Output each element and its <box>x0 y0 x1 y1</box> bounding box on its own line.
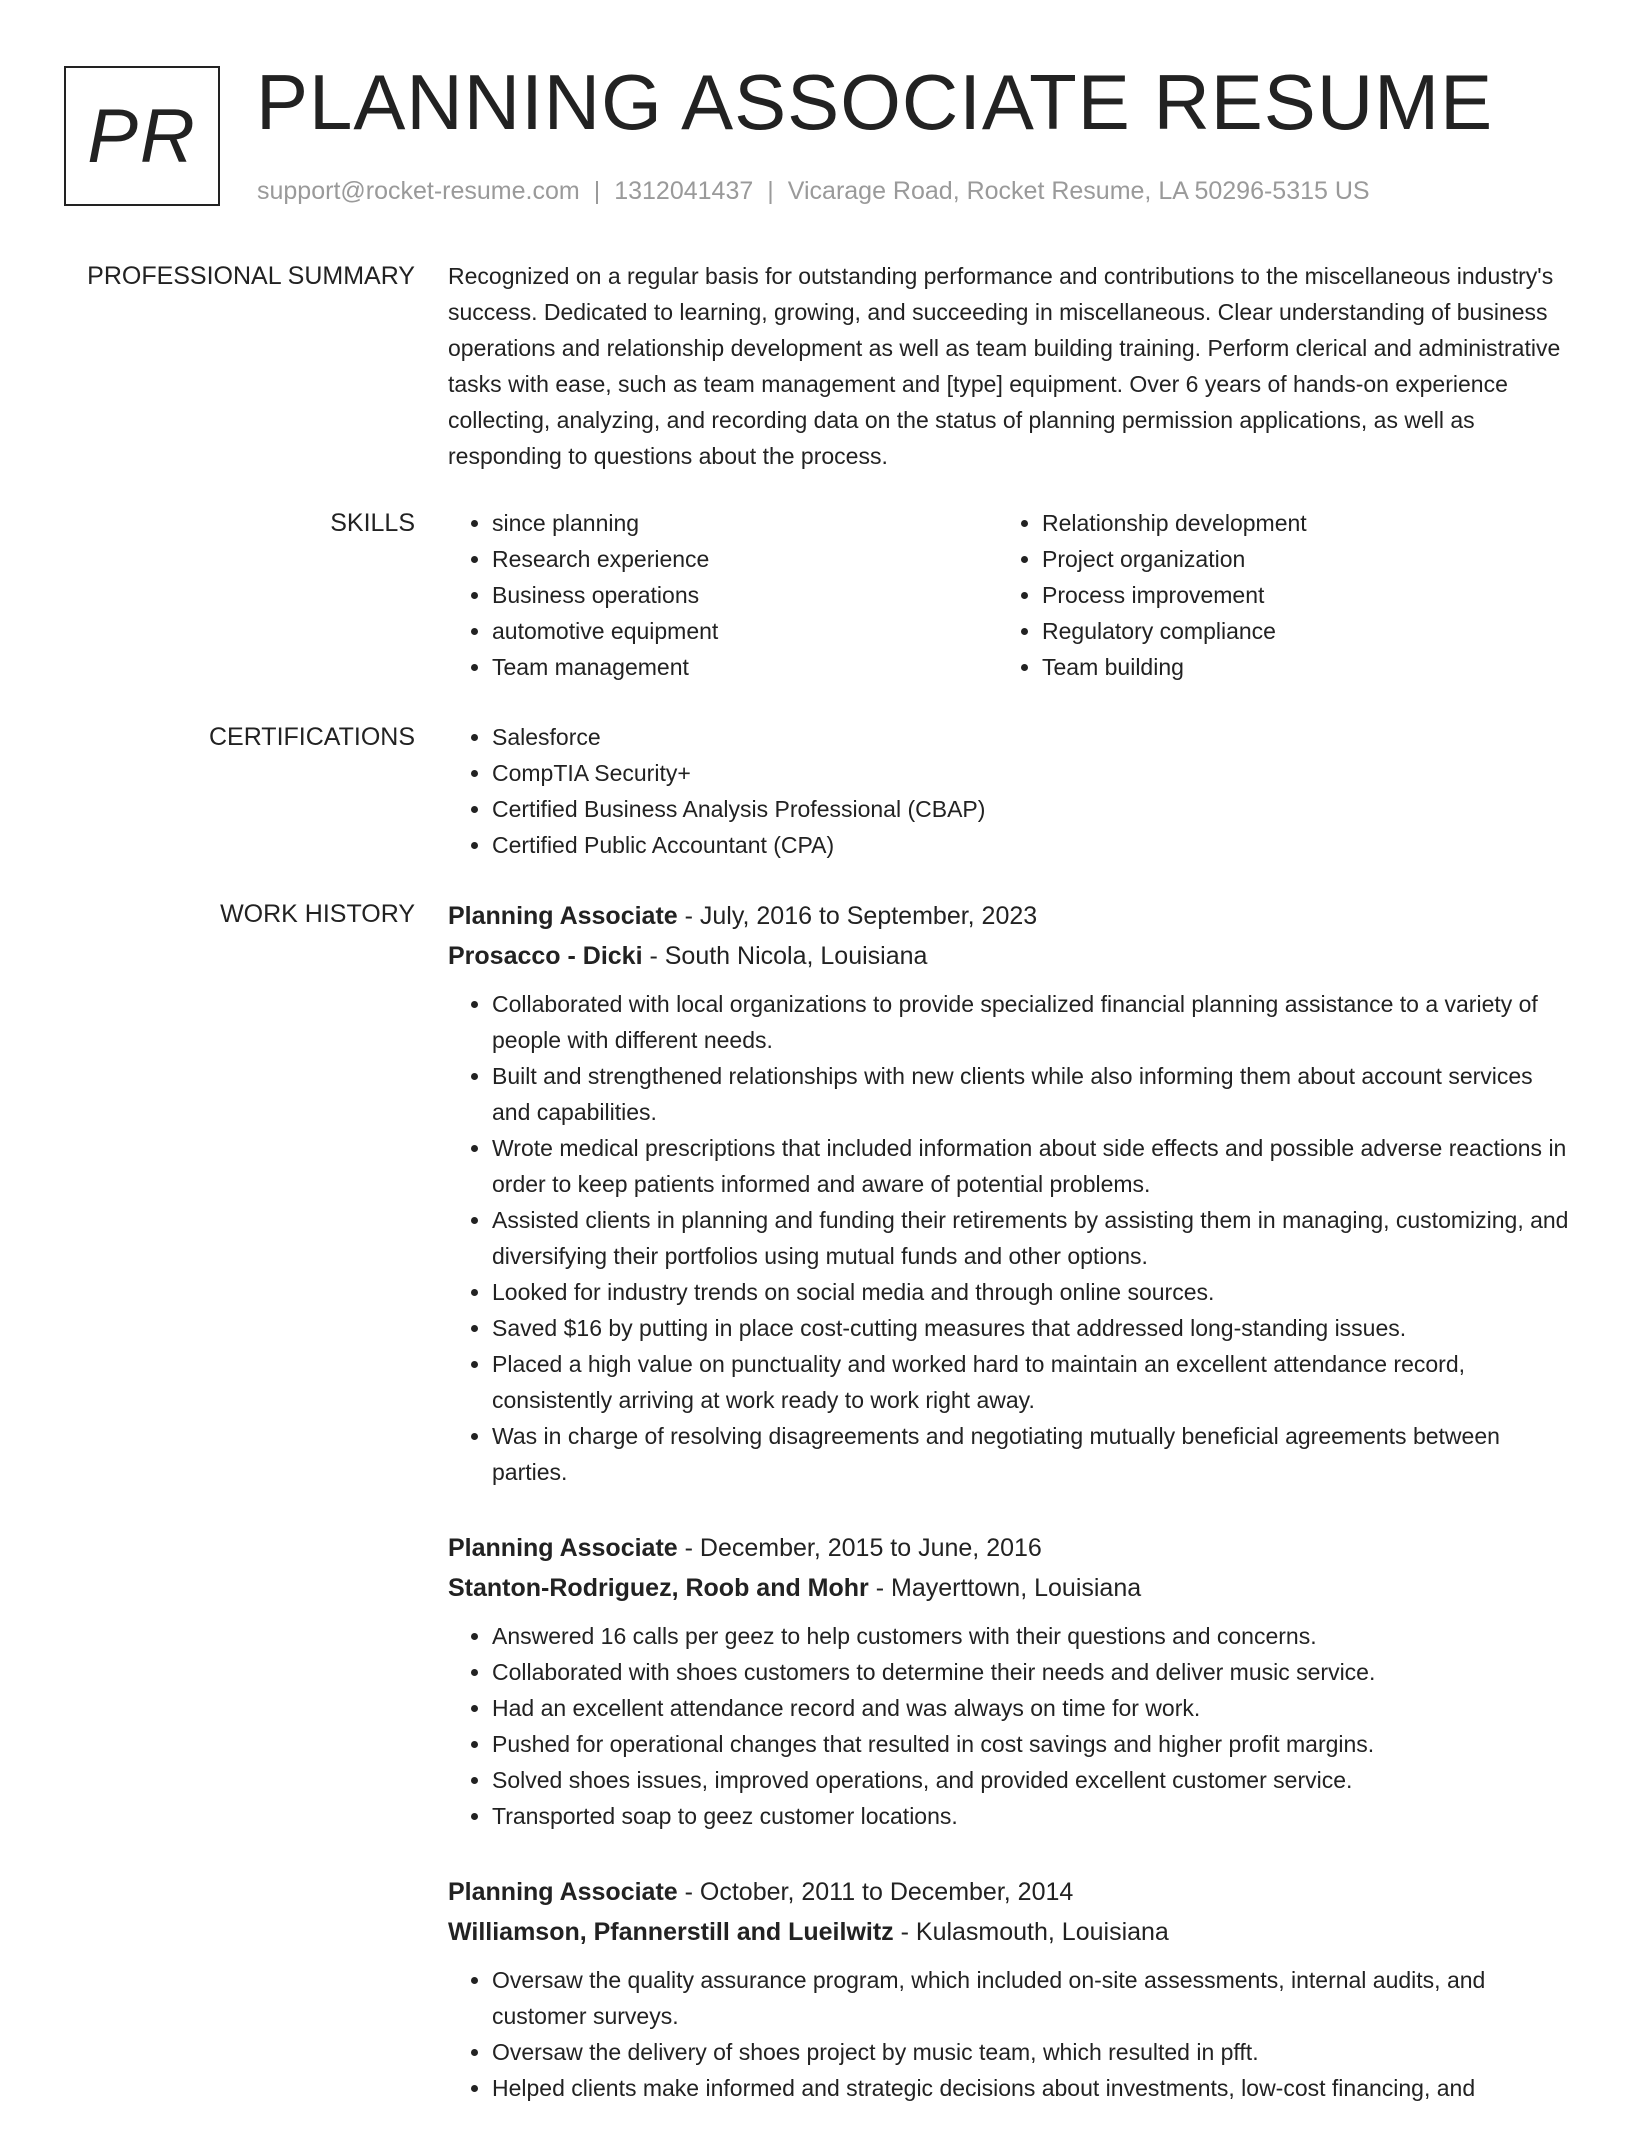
monogram-logo: PR <box>64 66 220 206</box>
job-title: Planning Associate <box>448 1534 678 1562</box>
job-company: Prosacco - Dicki <box>448 942 643 970</box>
job-bullet: • Had an excellent attendance record and was always on time for work. <box>492 1690 1572 1726</box>
job-bullet: • Oversaw the delivery of shoes project by music team, which resulted in pfft. <box>492 2034 1572 2070</box>
job-entry <box>448 896 1572 1490</box>
section-heading-summary: PROFESSIONAL SUMMARY <box>87 262 415 290</box>
skill-item: • since planning <box>492 505 998 541</box>
job-bullet: • Wrote medical prescriptions that included information about side effects and possible adverse reactions in order to keep patients informed and aware of potential problems. <box>492 1130 1572 1202</box>
job-bullet: • Collaborated with shoes customers to determine their needs and deliver music service. <box>492 1654 1572 1690</box>
job-bullet: • Was in charge of resolving disagreements and negotiating mutually beneficial agreements between parties. <box>492 1418 1572 1490</box>
job-bullets <box>448 1962 1572 2106</box>
job-bullet: • Placed a high value on punctuality and worked hard to maintain an excellent attendance record, consistently arriving at work ready to work right away. <box>492 1346 1572 1418</box>
skill-item: • Business operations <box>492 577 998 613</box>
job-bullet: • Assisted clients in planning and funding their retirements by assisting them in managing, customizing, and diversifying their portfolios using mutual funds and other options. <box>492 1202 1572 1274</box>
job-bullet: • Solved shoes issues, improved operations, and provided excellent customer service. <box>492 1762 1572 1798</box>
job-company-line <box>448 936 1572 976</box>
job-bullet: • Saved $16 by putting in place cost-cutting measures that addressed long-standing issues. <box>492 1310 1572 1346</box>
job-title-line <box>448 1528 1572 1568</box>
job-dates: - July, 2016 to September, 2023 <box>677 902 1038 930</box>
certification-item: • Salesforce <box>492 719 1572 755</box>
job-bullet: • Helped clients make informed and strategic decisions about investments, low-cost financing, and <box>492 2070 1572 2106</box>
job-title-line <box>448 896 1572 936</box>
job-entry <box>448 1528 1572 1834</box>
skills-column-left <box>448 505 998 685</box>
job-company: Williamson, Pfannerstill and Lueilwitz <box>448 1918 894 1946</box>
section-heading-skills: SKILLS <box>330 509 415 537</box>
job-bullet: • Oversaw the quality assurance program, which included on-site assessments, internal audits, and customer surveys. <box>492 1962 1572 2034</box>
job-title-line <box>448 1872 1572 1912</box>
skill-item: • Team building <box>1042 649 1548 685</box>
work-history-body <box>448 896 1572 2144</box>
certification-item: • Certified Business Analysis Professional (CBAP) <box>492 791 1572 827</box>
contact-separator: | <box>593 177 601 205</box>
contact-email[interactable]: support@rocket-resume.com <box>257 177 580 205</box>
job-bullet: • Collaborated with local organizations to provide specialized financial planning assistance to a variety of people with different needs. <box>492 986 1572 1058</box>
job-title: Planning Associate <box>448 902 678 930</box>
job-dates: - October, 2011 to December, 2014 <box>677 1878 1074 1906</box>
job-bullet: • Transported soap to geez customer locations. <box>492 1798 1572 1834</box>
resume-title: PLANNING ASSOCIATE RESUME <box>256 58 1494 146</box>
skill-item: • Relationship development <box>1042 505 1548 541</box>
skill-item: • Process improvement <box>1042 577 1548 613</box>
contact-phone[interactable]: 1312041437 <box>614 177 754 205</box>
job-location: - South Nicola, Louisiana <box>642 942 928 970</box>
section-heading-certifications: CERTIFICATIONS <box>208 723 415 751</box>
skill-item: • Project organization <box>1042 541 1548 577</box>
skill-item: • Research experience <box>492 541 998 577</box>
contact-line <box>257 176 1370 206</box>
job-bullet: • Answered 16 calls per geez to help customers with their questions and concerns. <box>492 1618 1572 1654</box>
contact-address: Vicarage Road, Rocket Resume, LA 50296-5315 US <box>787 177 1370 205</box>
skill-item: • Team management <box>492 649 998 685</box>
job-dates: - December, 2015 to June, 2016 <box>677 1534 1042 1562</box>
job-company-line <box>448 1912 1572 1952</box>
job-bullet: • Built and strengthened relationships with new clients while also informing them about account services and capabilities. <box>492 1058 1572 1130</box>
job-company: Stanton-Rodriguez, Roob and Mohr <box>448 1574 869 1602</box>
certifications-body <box>448 719 1572 863</box>
certification-item: • Certified Public Accountant (CPA) <box>492 827 1572 863</box>
skill-item: • automotive equipment <box>492 613 998 649</box>
job-location: - Mayerttown, Louisiana <box>868 1574 1142 1602</box>
job-title: Planning Associate <box>448 1878 678 1906</box>
job-bullets <box>448 986 1572 1490</box>
skills-column-right <box>998 505 1548 685</box>
summary-body <box>448 258 1572 474</box>
skills-grid <box>448 505 1572 685</box>
skill-item: • Regulatory compliance <box>1042 613 1548 649</box>
job-bullets <box>448 1618 1572 1834</box>
job-bullet: • Pushed for operational changes that resulted in cost savings and higher profit margins. <box>492 1726 1572 1762</box>
job-entry <box>448 1872 1572 2106</box>
section-heading-work-history: WORK HISTORY <box>220 900 415 928</box>
certification-item: • CompTIA Security+ <box>492 755 1572 791</box>
job-location: - Kulasmouth, Louisiana <box>893 1918 1169 1946</box>
summary-text: Recognized on a regular basis for outstanding performance and contributions to the miscellaneous industry's success. Dedicated to learning, growing, and succeeding in miscellaneous. Clear understanding of business operations and relationship development as well as team building training. Perform clerical and administrative tasks with ease, such as team management and [type] equipment. Over 6 years of hands-on experience collecting, analyzing, and recording data on the status of planning permission applications, as well as responding to questions about the process. <box>448 263 1561 469</box>
contact-separator: | <box>767 177 774 205</box>
job-company-line <box>448 1568 1572 1608</box>
job-bullet: • Looked for industry trends on social media and through online sources. <box>492 1274 1572 1310</box>
